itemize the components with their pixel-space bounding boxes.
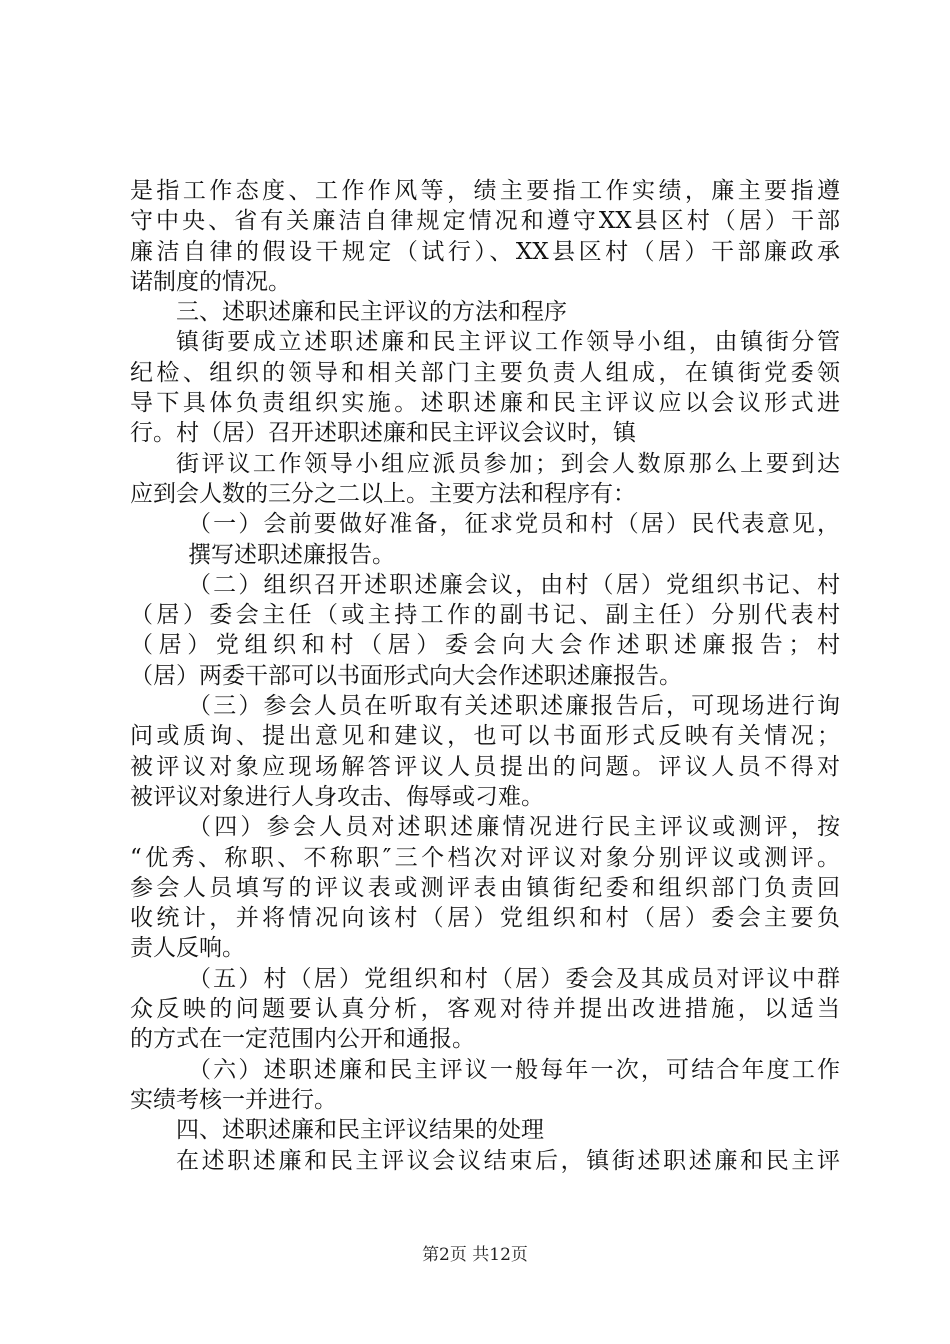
text-line: 实绩考核一并进行。	[130, 1086, 337, 1113]
list-item-line: （四）参会人员对述职述廉情况进行民主评议或测评，按	[188, 814, 840, 841]
text-line: （居）两委干部可以书面形式向大会作述职述廉报告。	[130, 662, 682, 689]
text-line: 被评议对象进行人身攻击、侮辱或刁难。	[130, 783, 544, 810]
section-heading: 四、述职述廉和民主评议结果的处理	[176, 1117, 544, 1144]
text-line: 问或质询、提出意见和建议，也可以书面形式反映有关情况；	[130, 723, 840, 750]
text-line: 被评议对象应现场解答评议人员提出的问题。评议人员不得对	[130, 753, 840, 780]
text-line: 收统计，并将情况向该村（居）党组织和村（居）委会主要负	[130, 905, 840, 932]
text-line: 诺制度的情况。	[130, 268, 291, 295]
list-item-line: （一）会前要做好准备，征求党员和村（居）民代表意见，	[188, 511, 840, 538]
text-line: 众反映的问题要认真分析，客观对待并提出改进措施，以适当	[130, 996, 840, 1023]
page-footer: 第2页 共12页	[422, 1245, 528, 1265]
section-heading: 三、述职述廉和民主评议的方法和程序	[176, 299, 567, 326]
text-line: 镇街要成立述职述廉和民主评议工作领导小组，由镇街分管	[176, 329, 840, 356]
text-line: （居）委会主任（或主持工作的副书记、副主任）分别代表村	[130, 602, 840, 629]
list-item-line: （二）组织召开述职述廉会议，由村（居）党组织书记、村	[188, 571, 840, 598]
text-line: （居）党组织和村（居）委会向大会作述职述廉报告；村	[130, 632, 840, 659]
text-line: 街评议工作领导小组应派员参加；到会人数原那么上要到达	[176, 450, 840, 477]
text-line: 导下具体负责组织实施。述职述廉和民主评议应以会议形式进	[130, 390, 840, 417]
text-line: 廉洁自律的假设干规定（试行）、XX县区村（居）干部廉政承	[130, 238, 840, 265]
text-line: 参会人员填写的评议表或测评表由镇街纪委和组织部门负责回	[130, 874, 840, 901]
text-line: 纪检、组织的领导和相关部门主要负责人组成，在镇街党委领	[130, 359, 840, 386]
list-item-line: （五）村（居）党组织和村（居）委会及其成员对评议中群	[188, 965, 840, 992]
text-line: 应到会人数的三分之二以上。主要方法和程序有：	[130, 480, 636, 507]
text-line: 是指工作态度、工作作风等，绩主要指工作实绩，廉主要指遵	[130, 178, 840, 204]
text-line: 行。村（居）召开述职述廉和民主评议会议时，镇	[130, 420, 636, 447]
list-item-line: （六）述职述廉和民主评议一般每年一次，可结合年度工作	[188, 1056, 840, 1083]
list-item-line: 撰写述职述廉报告。	[188, 541, 395, 568]
text-line: 守中央、省有关廉洁自律规定情况和遵守XX县区村（居）干部	[130, 208, 840, 235]
list-item-line: （三）参会人员在听取有关述职述廉报告后，可现场进行询	[188, 693, 840, 720]
text-line: 责人反响。	[130, 935, 245, 962]
text-line: 的方式在一定范围内公开和通报。	[130, 1026, 475, 1053]
text-line: “优秀、称职、不称职″三个档次对评议对象分别评议或测评。	[130, 844, 840, 871]
text-line: 在述职述廉和民主评议会议结束后，镇街述职述廉和民主评	[176, 1147, 840, 1174]
document-body	[130, 176, 840, 1176]
